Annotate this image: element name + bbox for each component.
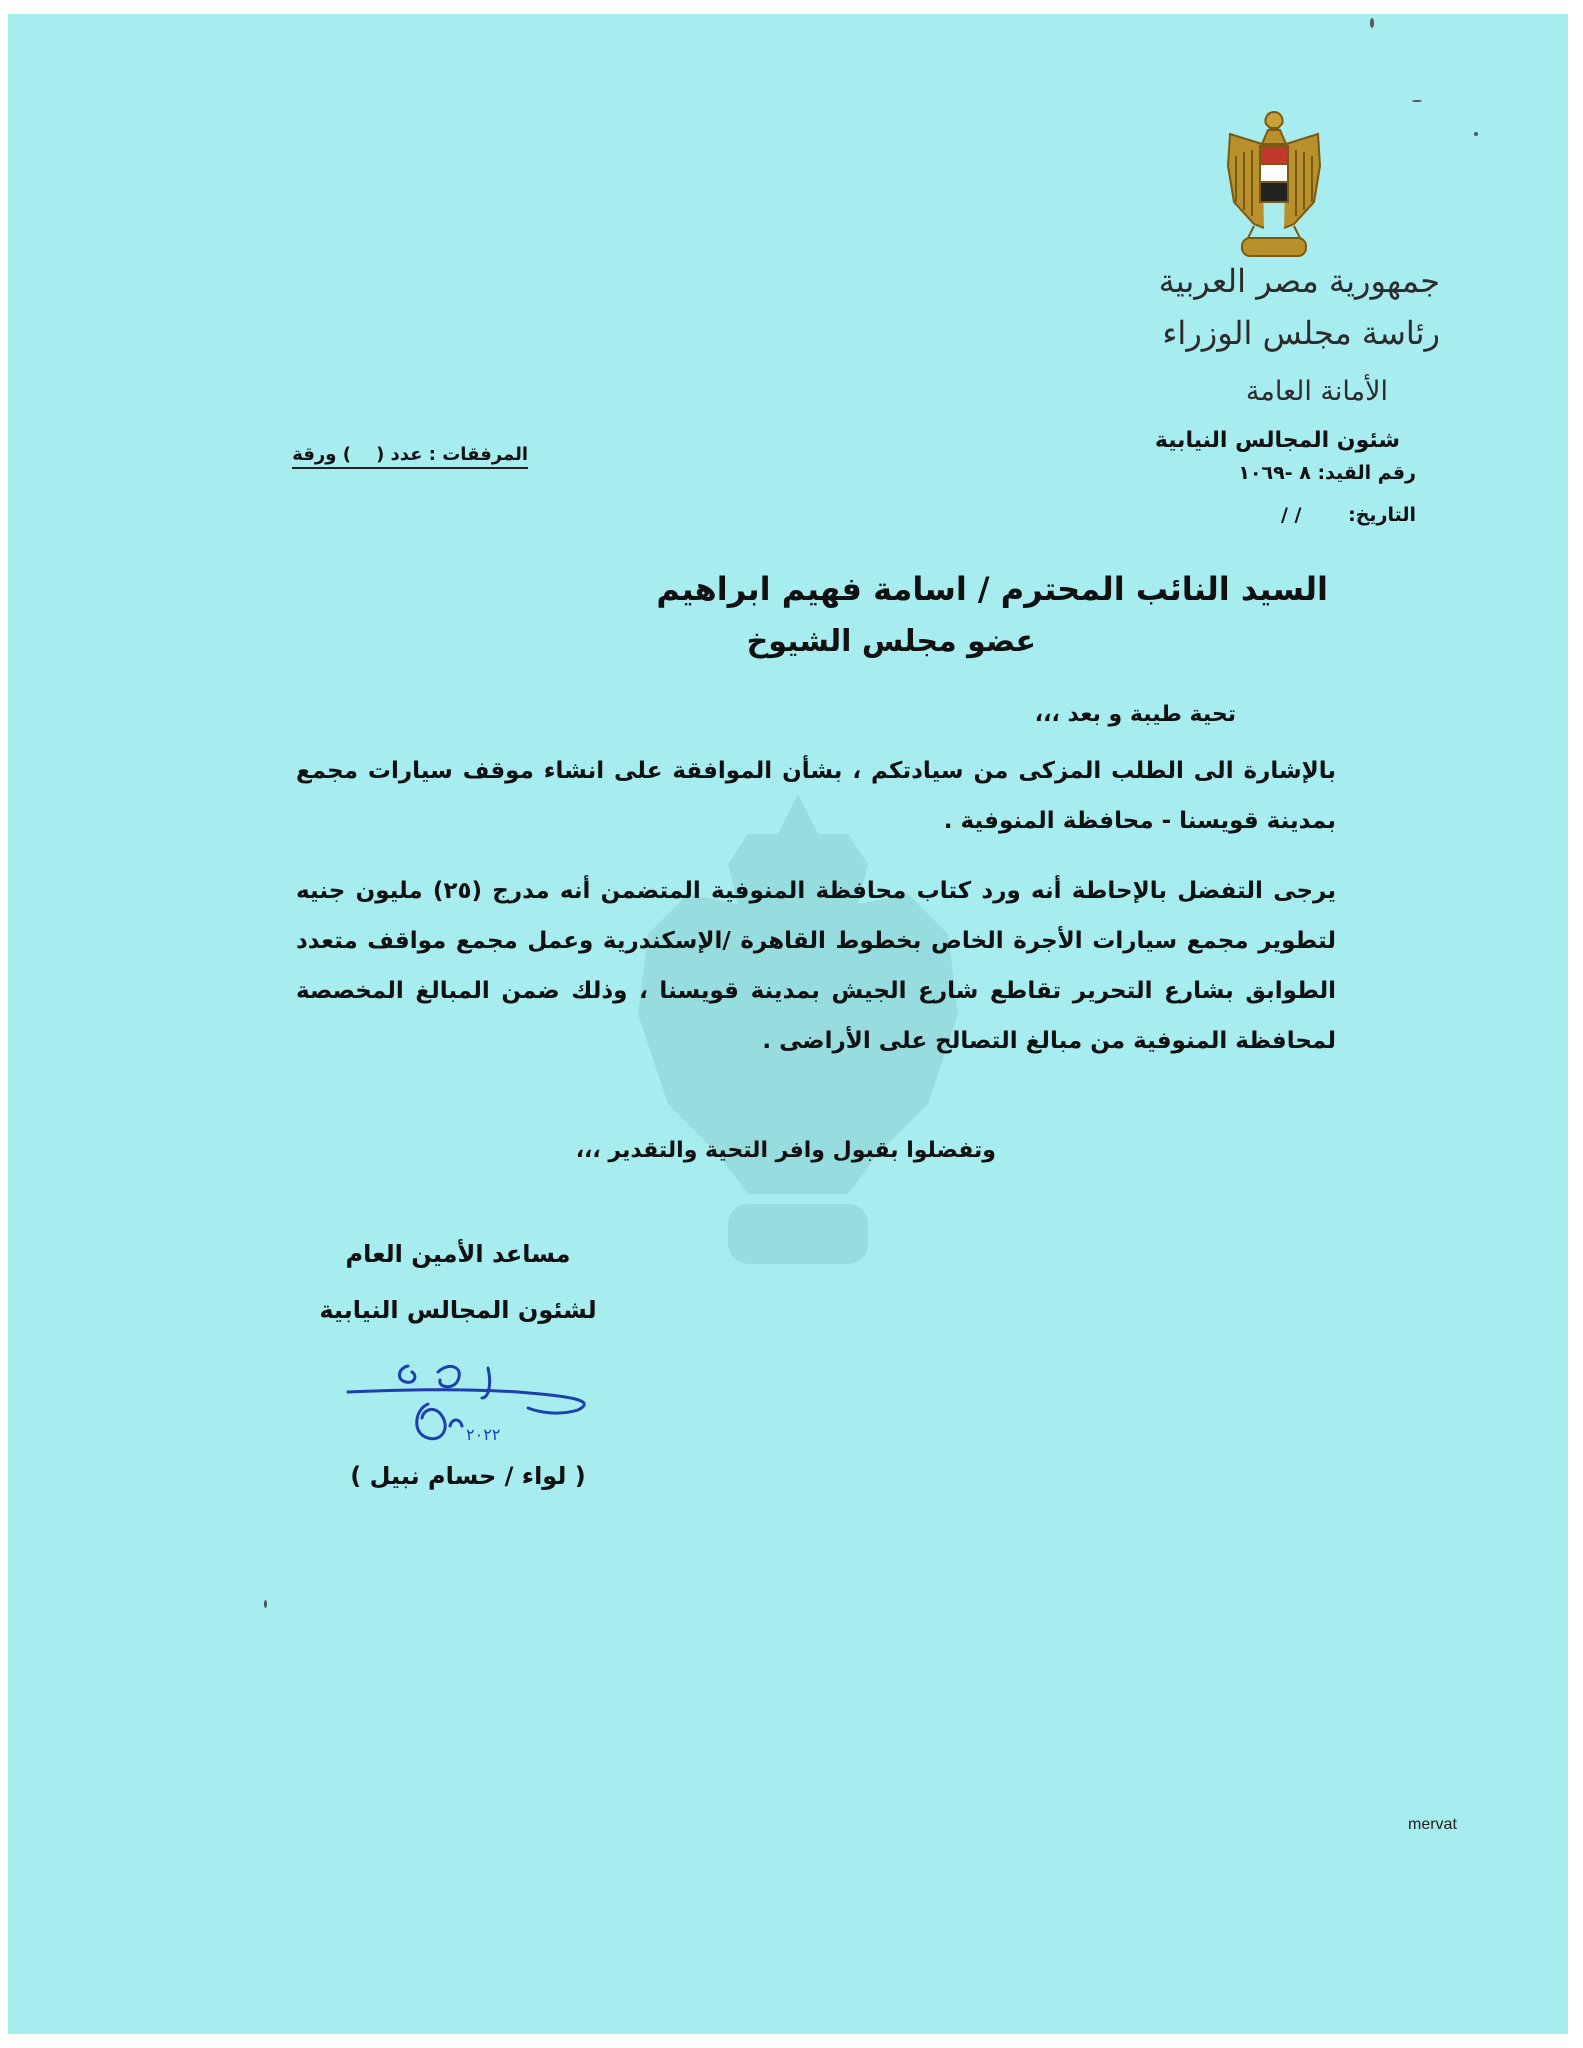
date-line bbox=[1056, 504, 1416, 526]
greeting: تحية طيبة و بعد ،،، bbox=[1034, 702, 1236, 727]
scan-speck bbox=[1474, 132, 1478, 136]
reference-label: رقم القيد: bbox=[1317, 462, 1416, 484]
department-name: شئون المجالس النيابية bbox=[1154, 428, 1400, 453]
scan-speck bbox=[1412, 100, 1422, 102]
date-label: التاريخ: bbox=[1348, 504, 1416, 526]
closing-line: وتفضلوا بقبول وافر التحية والتقدير ،،، bbox=[575, 1138, 996, 1163]
scan-speck bbox=[264, 1600, 267, 1608]
signatory-title-line-2: لشئون المجالس النيابية bbox=[319, 1296, 597, 1324]
paragraph-1: بالإشارة الى الطلب المزكى من سيادتكم ، بشأن الموافقة على انشاء موقف سيارات مجمع بمدينة قويسنا - محافظة المنوفية . bbox=[296, 758, 1336, 834]
signatory-title-line-1: مساعد الأمين العام bbox=[345, 1240, 571, 1268]
addressee-title: عضو مجلس الشيوخ bbox=[746, 624, 1036, 659]
cabinet-name: رئاسة مجلس الوزراء bbox=[1162, 314, 1440, 352]
attachments-label: المرفقات : عدد ( bbox=[376, 444, 528, 465]
secretariat-name: الأمانة العامة bbox=[1245, 376, 1388, 407]
reference-number bbox=[1056, 462, 1416, 484]
date-value: / / bbox=[1280, 504, 1302, 526]
handwritten-signature bbox=[338, 1352, 628, 1462]
reference-value: ٨ -١٠٦٩ bbox=[1238, 462, 1311, 484]
signature-date: ٢٠٢٢ bbox=[466, 1425, 501, 1444]
country-name: جمهورية مصر العربية bbox=[1158, 262, 1440, 300]
letter-page bbox=[8, 14, 1568, 2034]
typist-name: mervat bbox=[1408, 1816, 1457, 1833]
attachments-text bbox=[292, 444, 528, 469]
signatory-name: ( لواء / حسام نبيل ) bbox=[350, 1462, 586, 1490]
egypt-eagle-emblem-icon bbox=[1224, 106, 1324, 266]
attachments-suffix: ) ورقة bbox=[292, 444, 351, 465]
addressee: السيد النائب المحترم / اسامة فهيم ابراهيم bbox=[656, 570, 1328, 608]
scan-speck bbox=[1370, 18, 1374, 28]
paragraph-2: يرجى التفضل بالإحاطة أنه ورد كتاب محافظة المنوفية المتضمن أنه مدرج (٢٥) مليون جنيه لتطوير مجمع سيارات الأجرة الخاص بخطوط القاهرة /الإسكندرية وعمل مجمع مواقف متعدد الطوابق بشارع التحرير تقاطع شارع الجيش بمدينة قويسنا ، وذلك ضمن المبالغ المخصصة لمحافظة المنوفية من مبالغ التصالح على الأراضى . bbox=[296, 878, 1336, 1054]
attachments-line bbox=[288, 444, 528, 465]
